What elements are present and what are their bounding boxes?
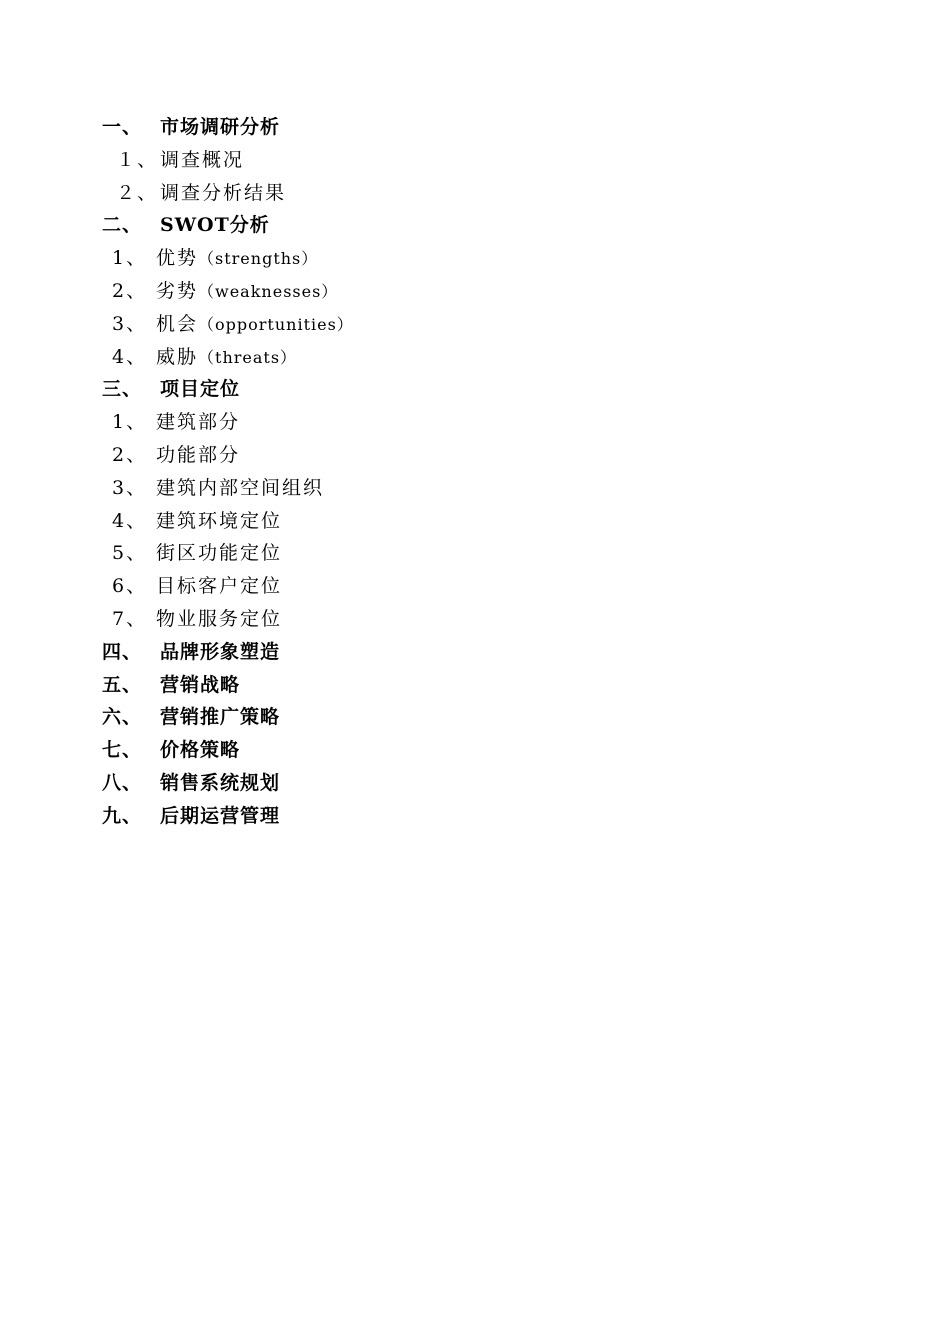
toc-title: 营销战略 bbox=[160, 673, 241, 696]
toc-english-term: （strengths） bbox=[198, 249, 319, 269]
toc-item-survey-results bbox=[102, 177, 354, 210]
toc-title: 功能部分 bbox=[156, 443, 241, 466]
toc-heading-operations bbox=[102, 800, 354, 833]
toc-title: SWOT分析 bbox=[160, 214, 270, 237]
toc-number: 4、 bbox=[112, 345, 148, 368]
toc-number: 1、 bbox=[112, 247, 148, 270]
toc-heading-marketing-strategy bbox=[102, 669, 354, 702]
toc-title: 街区功能定位 bbox=[156, 542, 283, 565]
toc-item-target-customer bbox=[102, 570, 354, 603]
toc-title: 后期运营管理 bbox=[160, 804, 281, 827]
toc-title: 机会 bbox=[156, 312, 199, 335]
toc-item-threats bbox=[102, 341, 354, 374]
toc-item-opportunities bbox=[102, 308, 354, 341]
toc-number: 一、 bbox=[102, 116, 143, 138]
toc-heading-positioning bbox=[102, 373, 354, 406]
toc-title: 建筑部分 bbox=[156, 411, 241, 434]
toc-heading-brand-image bbox=[102, 636, 354, 669]
toc-item-weaknesses bbox=[102, 275, 354, 308]
toc-number: 六、 bbox=[102, 706, 143, 729]
toc-item-interior-space bbox=[102, 472, 354, 505]
toc-title: 项目定位 bbox=[160, 378, 241, 401]
toc-english-term: （threats） bbox=[198, 347, 298, 367]
toc-heading-promotion bbox=[102, 701, 354, 734]
toc-english-term: （weaknesses） bbox=[198, 281, 339, 301]
toc-title: 目标客户定位 bbox=[156, 575, 283, 598]
toc-item-strengths bbox=[102, 242, 354, 275]
toc-number: 2、 bbox=[112, 279, 148, 302]
toc-number: 二、 bbox=[102, 214, 143, 237]
toc-number: 3、 bbox=[112, 312, 148, 335]
toc-title: 市场调研分析 bbox=[160, 116, 281, 138]
toc-number: 2、 bbox=[112, 443, 148, 466]
toc-number: 1、 bbox=[112, 411, 148, 434]
toc-title: 品牌形象塑造 bbox=[160, 640, 281, 663]
toc-heading-market-research bbox=[102, 111, 354, 144]
toc-number: 三、 bbox=[102, 378, 143, 401]
toc-number: 五、 bbox=[102, 673, 143, 696]
toc-title: 销售系统规划 bbox=[160, 771, 281, 794]
toc-heading-swot bbox=[102, 209, 354, 242]
toc-heading-sales-system bbox=[102, 767, 354, 800]
toc-number: 八、 bbox=[102, 771, 143, 794]
toc-number: ２、 bbox=[116, 181, 159, 204]
toc-number: 3、 bbox=[112, 476, 148, 499]
toc-english-term: （opportunities） bbox=[198, 314, 354, 334]
toc-title: 建筑环境定位 bbox=[156, 509, 283, 532]
toc-item-property-service bbox=[102, 603, 354, 636]
toc-number: 5、 bbox=[112, 542, 148, 565]
toc-number: 6、 bbox=[112, 575, 148, 598]
toc-number: １、 bbox=[116, 148, 159, 171]
toc-title: 价格策略 bbox=[160, 739, 241, 762]
toc-item-block-function bbox=[102, 537, 354, 570]
toc-title: 调查概况 bbox=[160, 148, 245, 171]
toc-number: 4、 bbox=[112, 509, 148, 532]
toc-title: 营销推广策略 bbox=[160, 706, 281, 729]
toc-number: 四、 bbox=[102, 640, 143, 663]
toc-item-function bbox=[102, 439, 354, 472]
toc-number: 七、 bbox=[102, 739, 143, 762]
table-of-contents bbox=[102, 111, 354, 833]
toc-title: 威胁 bbox=[156, 345, 199, 368]
toc-title: 物业服务定位 bbox=[156, 607, 283, 630]
toc-item-environment bbox=[102, 505, 354, 538]
toc-title: 劣势 bbox=[156, 279, 199, 302]
toc-number: 九、 bbox=[102, 804, 143, 827]
toc-number: 7、 bbox=[112, 607, 148, 630]
toc-title: 优势 bbox=[156, 247, 199, 270]
toc-heading-pricing bbox=[102, 734, 354, 767]
toc-title: 调查分析结果 bbox=[160, 181, 287, 204]
toc-item-building bbox=[102, 406, 354, 439]
toc-item-survey-overview bbox=[102, 144, 354, 177]
toc-title: 建筑内部空间组织 bbox=[156, 476, 325, 499]
